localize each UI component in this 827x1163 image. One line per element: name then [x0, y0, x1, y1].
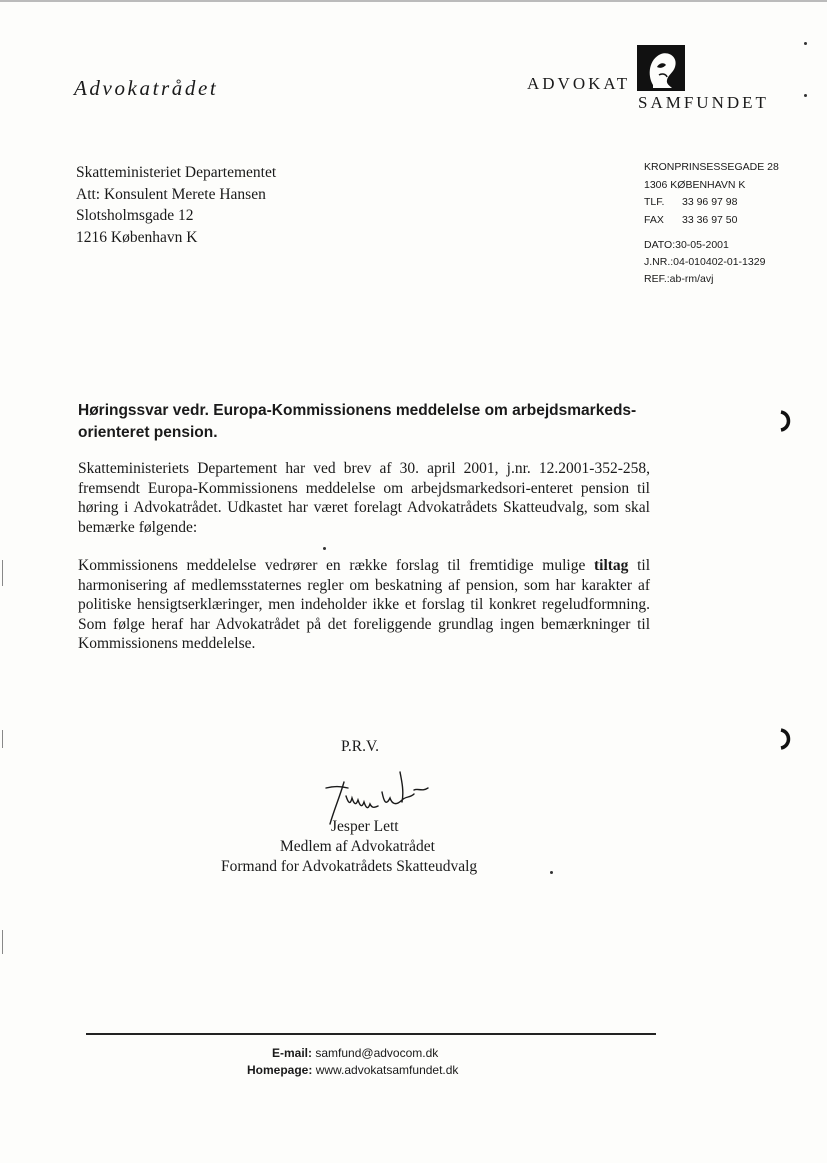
recipient-line: Att: Konsulent Merete Hansen: [76, 185, 266, 203]
punch-hole-icon: [777, 410, 793, 432]
scan-top-edge: [0, 0, 827, 2]
organization-name: Advokatrådet: [74, 76, 219, 100]
meta-journal: [644, 254, 765, 271]
sender-street: KRONPRINSESSEGADE 28: [644, 161, 779, 173]
footer-divider: [86, 1033, 656, 1035]
scan-edge-mark: [2, 730, 3, 748]
scan-edge-mark: [2, 930, 3, 954]
email-address[interactable]: samfund@advocom.dk: [315, 1046, 439, 1060]
punch-hole-icon: [777, 728, 793, 750]
date-label: DATO:: [644, 239, 676, 251]
scan-speck: [550, 871, 553, 874]
footer-email: [272, 1046, 438, 1060]
paragraph-bold-word: tiltag: [594, 557, 629, 574]
email-label: E-mail:: [272, 1046, 313, 1060]
logo-emblem-icon: [637, 45, 685, 91]
body-paragraph-1: Skatteministeriets Departement har ved brev af 30. april 2001, j.nr. 12.2001-352-258, fremsendt Europa-Kommissionens meddelelse om arbejdsmarkedsori-enteret pension til høring i Advokatrådet. Udkastet har været forelagt Advokatrådets Skatteudvalg, som skal bemærke følgende:: [78, 460, 650, 536]
journal-value: 04-010402-01-1329: [673, 256, 766, 268]
recipient-line: Skatteministeriet Departementet: [76, 164, 277, 181]
fax-value: 33 36 97 50: [682, 213, 738, 226]
signature-greeting: P.R.V.: [341, 738, 380, 755]
sender-city: 1306 KØBENHAVN K: [644, 178, 746, 191]
body-paragraph-2: [78, 556, 650, 654]
journal-label: J.NR.:: [644, 256, 674, 268]
letter-subject: Høringssvar vedr. Europa-Kommissionens meddelelse om arbejdsmarkeds-orienteret pension.: [78, 402, 637, 441]
paragraph-text: Kommissionens meddelelse vedrører en række forslag til fremtidige mulige: [78, 557, 594, 574]
date-value: 30-05-2001: [675, 239, 729, 251]
meta-reference: [644, 271, 765, 288]
sender-fax: [644, 212, 779, 230]
reference-value: ab-rm/avj: [669, 273, 714, 285]
signatory-role: Formand for Advokatrådets Skatteudvalg: [221, 858, 478, 875]
logo-text-advokat: ADVOKAT: [527, 74, 631, 93]
paragraph-text: til harmonisering af medlemsstaternes regler om beskatning af pension, som har karakter af politiske hensigtserklæringer, men indeholder ikke et forslag til konkret regeludformning. Som følge heraf har Advokatrådet på det foreliggende grundlag ingen bemærkninger til Kommissionens meddelelse.: [78, 557, 651, 652]
homepage-link[interactable]: www.advokatsamfundet.dk: [315, 1063, 459, 1077]
footer-homepage: [247, 1063, 458, 1077]
scan-speck: [804, 94, 807, 97]
fax-label: FAX: [644, 213, 664, 226]
meta-date: [644, 237, 765, 254]
recipient-address: [76, 162, 276, 248]
recipient-line: 1216 København K: [76, 228, 198, 246]
homepage-label: Homepage:: [247, 1063, 313, 1077]
signatory-title: Medlem af Advokatrådet: [280, 838, 435, 855]
recipient-line: Slotsholmsgade 12: [76, 207, 194, 224]
letter-metadata: [644, 237, 765, 288]
scan-speck: [323, 547, 326, 550]
logo-text-samfundet: SAMFUNDET: [638, 93, 769, 112]
scan-edge-mark: [2, 560, 3, 586]
scan-speck: [804, 42, 807, 45]
phone-value: 33 96 97 98: [682, 196, 738, 208]
signatory-name: Jesper Lett: [331, 818, 399, 835]
sender-phone: [644, 194, 779, 212]
sender-address: [644, 159, 779, 229]
phone-label: TLF.: [644, 196, 665, 208]
reference-label: REF.:: [644, 273, 670, 285]
